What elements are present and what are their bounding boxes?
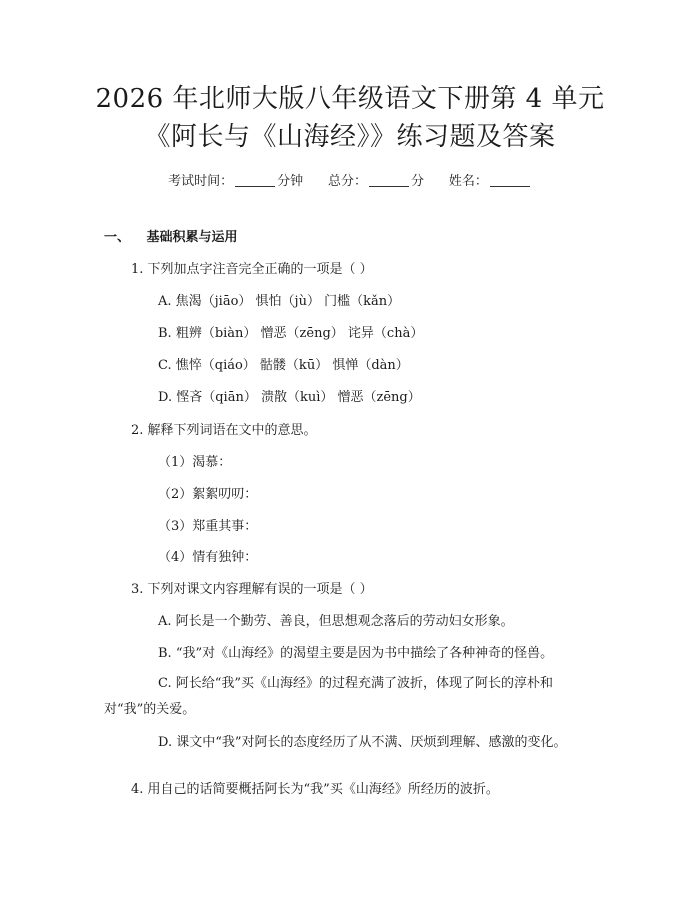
time-unit: 分钟 [277, 174, 304, 189]
question-2-stem: 2. 解释下列词语在文中的意思。 [131, 423, 317, 438]
question-3-stem: 3. 下列对课文内容理解有误的一项是（ ） [131, 582, 373, 597]
time-label: 考试时间： [168, 174, 234, 189]
q3-option-d: D. 课文中“我”对阿长的态度经历了从不满、厌烦到理解、感激的变化。 [158, 735, 567, 750]
section-heading [104, 231, 238, 244]
q2-item-1: （1）渴慕： [158, 455, 232, 470]
q2-item-2: （2）絮絮叨叨： [158, 487, 258, 502]
time-blank [235, 174, 275, 187]
q1-option-d: D. 悭吝（qiān） 溃散（kuì） 憎恶（zēng） [158, 390, 421, 405]
name-blank [490, 174, 530, 187]
page-title-line-2: 《阿长与《山海经》》练习题及答案 [144, 122, 556, 152]
question-4-stem: 4. 用自己的话简要概括阿长为“我”买《山海经》所经历的波折。 [131, 782, 499, 797]
exam-meta [0, 170, 700, 189]
score-blank [369, 174, 409, 187]
q1-option-b: B. 粗辨（biàn） 憎恶（zēng） 诧异（chà） [158, 326, 424, 341]
score-label: 总分： [327, 174, 367, 189]
q1-option-c: C. 憔悴（qiáo） 骷髅（kū） 惧惮（dàn） [158, 358, 409, 373]
question-1-stem: 1. 下列加点字注音完全正确的一项是（ ） [131, 262, 373, 277]
q3-option-b: B. “我”对《山海经》的渴望主要是因为书中描绘了各种神奇的怪兽。 [158, 646, 554, 661]
q2-item-4: （4）情有独钟： [158, 550, 258, 565]
section-number: 一、 [104, 230, 131, 245]
q3-option-c: C. 阿长给“我”买《山海经》的过程充满了波折，体现了阿长的淳朴和对“我”的关爱。 [104, 676, 554, 717]
q1-option-a: A. 焦渴（jiāo） 惧怕（jù） 门槛（kǎn） [158, 294, 401, 309]
page-title-line-1: 2026 年北师大版八年级语文下册第 4 单元 [95, 84, 605, 114]
score-unit: 分 [411, 174, 425, 189]
q2-item-3: （3）郑重其事： [158, 519, 258, 534]
name-label: 姓名： [448, 174, 488, 189]
section-title: 基础积累与运用 [146, 230, 238, 245]
q3-option-a: A. 阿长是一个勤劳、善良，但思想观念落后的劳动妇女形象。 [158, 614, 514, 629]
